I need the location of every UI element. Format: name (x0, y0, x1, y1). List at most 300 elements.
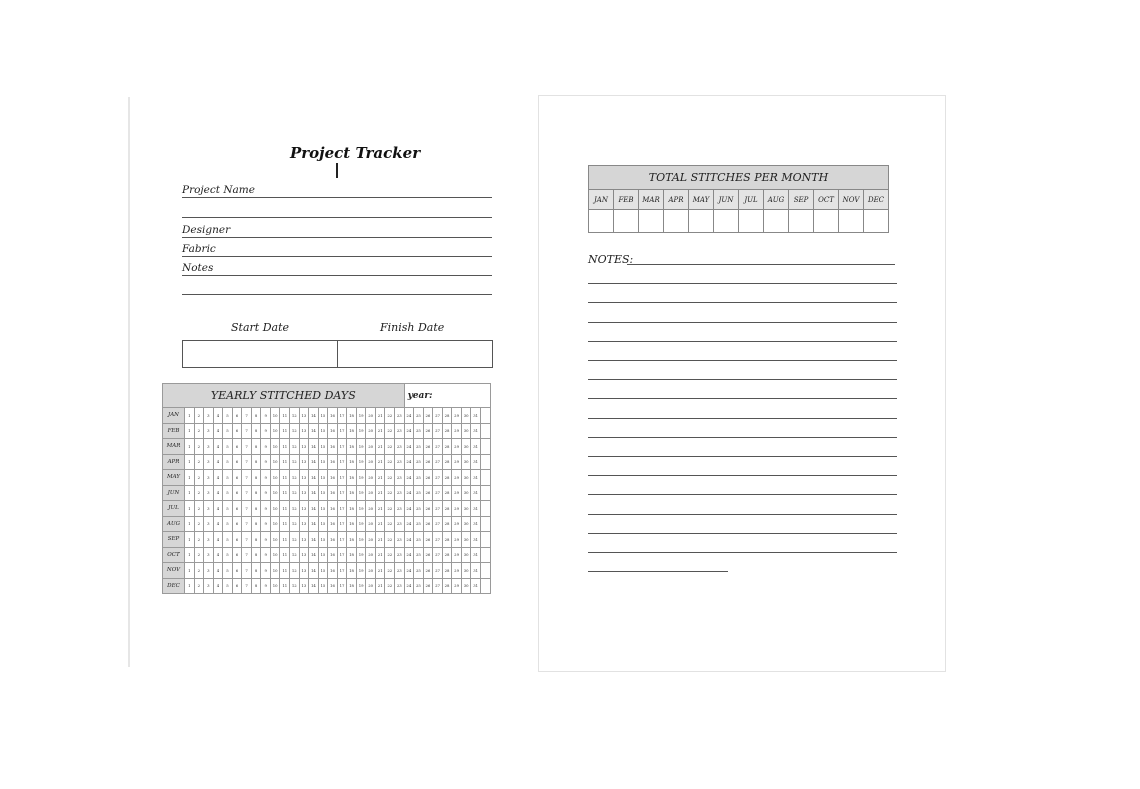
day-cell[interactable]: 14 (309, 532, 319, 548)
day-cell[interactable]: 25 (414, 516, 424, 532)
notes-field[interactable] (182, 261, 492, 276)
day-cell[interactable]: 10 (270, 578, 280, 594)
day-cell[interactable]: 24 (404, 485, 414, 501)
day-cell[interactable]: 30 (461, 547, 471, 563)
day-cell[interactable]: 4 (213, 563, 223, 579)
day-cell[interactable]: 27 (433, 423, 443, 439)
day-cell[interactable]: 17 (337, 454, 347, 470)
day-cell[interactable]: 10 (270, 547, 280, 563)
day-cell[interactable]: 20 (366, 501, 376, 517)
day-cell[interactable]: 30 (461, 454, 471, 470)
day-cell[interactable]: 15 (318, 532, 328, 548)
day-cell[interactable]: 27 (433, 408, 443, 424)
day-cell[interactable]: 17 (337, 532, 347, 548)
day-cell[interactable]: 7 (242, 454, 252, 470)
day-cell[interactable]: 19 (356, 485, 366, 501)
day-cell[interactable]: 19 (356, 532, 366, 548)
day-cell[interactable]: 20 (366, 454, 376, 470)
day-cell[interactable]: 4 (213, 423, 223, 439)
day-cell[interactable]: 11 (280, 485, 290, 501)
day-cell[interactable]: 4 (213, 501, 223, 517)
day-cell[interactable]: 15 (318, 501, 328, 517)
day-cell[interactable]: 23 (395, 485, 405, 501)
day-cell[interactable]: 21 (375, 470, 385, 486)
day-cell[interactable]: 13 (299, 547, 309, 563)
day-cell[interactable]: 18 (347, 501, 357, 517)
day-cell[interactable]: 21 (375, 408, 385, 424)
day-cell[interactable]: 31 (471, 423, 481, 439)
day-cell[interactable]: 17 (337, 578, 347, 594)
day-cell[interactable]: 24 (404, 454, 414, 470)
day-cell[interactable]: 30 (461, 485, 471, 501)
day-cell[interactable]: 21 (375, 501, 385, 517)
day-cell[interactable]: 24 (404, 578, 414, 594)
day-cell[interactable]: 31 (471, 485, 481, 501)
day-cell[interactable]: 23 (395, 516, 405, 532)
day-cell[interactable]: 12 (290, 485, 300, 501)
day-cell[interactable]: 19 (356, 578, 366, 594)
day-cell[interactable]: 28 (442, 578, 452, 594)
day-cell[interactable]: 22 (385, 547, 395, 563)
day-cell[interactable]: 21 (375, 532, 385, 548)
day-cell[interactable]: 7 (242, 547, 252, 563)
day-cell[interactable]: 7 (242, 516, 252, 532)
day-cell[interactable]: 27 (433, 454, 443, 470)
day-cell[interactable]: 5 (223, 485, 233, 501)
day-cell[interactable]: 8 (251, 470, 261, 486)
day-cell[interactable]: 15 (318, 516, 328, 532)
day-cell[interactable]: 29 (452, 578, 462, 594)
day-cell[interactable]: 9 (261, 578, 271, 594)
day-cell[interactable]: 4 (213, 532, 223, 548)
day-cell[interactable]: 19 (356, 516, 366, 532)
day-cell[interactable]: 29 (452, 516, 462, 532)
day-cell[interactable]: 6 (232, 408, 242, 424)
day-cell[interactable]: 10 (270, 454, 280, 470)
day-cell[interactable]: 31 (471, 547, 481, 563)
day-cell[interactable]: 17 (337, 408, 347, 424)
day-cell[interactable]: 24 (404, 516, 414, 532)
day-cell[interactable]: 19 (356, 454, 366, 470)
day-cell[interactable]: 18 (347, 578, 357, 594)
day-cell[interactable]: 27 (433, 563, 443, 579)
day-cell[interactable]: 28 (442, 454, 452, 470)
day-cell[interactable]: 30 (461, 470, 471, 486)
day-cell[interactable]: 8 (251, 501, 261, 517)
day-cell[interactable]: 16 (328, 516, 338, 532)
day-cell[interactable]: 11 (280, 439, 290, 455)
day-cell[interactable]: 8 (251, 485, 261, 501)
day-cell[interactable]: 10 (270, 501, 280, 517)
year-field[interactable]: year: (404, 384, 490, 408)
day-cell[interactable]: 11 (280, 470, 290, 486)
day-cell[interactable]: 11 (280, 423, 290, 439)
day-cell[interactable]: 6 (232, 563, 242, 579)
day-cell[interactable]: 2 (194, 423, 204, 439)
day-cell[interactable]: 30 (461, 501, 471, 517)
day-cell[interactable]: 9 (261, 454, 271, 470)
day-cell[interactable]: 19 (356, 470, 366, 486)
day-cell[interactable]: 1 (185, 408, 195, 424)
day-cell[interactable]: 12 (290, 547, 300, 563)
day-cell[interactable]: 5 (223, 516, 233, 532)
day-cell[interactable]: 17 (337, 470, 347, 486)
day-cell[interactable]: 15 (318, 578, 328, 594)
day-cell[interactable]: 28 (442, 563, 452, 579)
day-cell[interactable]: 3 (204, 485, 214, 501)
day-cell[interactable]: 3 (204, 408, 214, 424)
day-cell[interactable]: 9 (261, 563, 271, 579)
day-cell[interactable]: 21 (375, 578, 385, 594)
day-cell[interactable]: 26 (423, 501, 433, 517)
day-cell[interactable]: 16 (328, 454, 338, 470)
day-cell[interactable]: 3 (204, 532, 214, 548)
designer-field[interactable] (182, 223, 492, 238)
day-cell[interactable]: 3 (204, 439, 214, 455)
day-cell[interactable]: 25 (414, 563, 424, 579)
day-cell[interactable]: 3 (204, 563, 214, 579)
day-cell[interactable]: 27 (433, 470, 443, 486)
day-cell[interactable]: 2 (194, 516, 204, 532)
day-cell[interactable]: 27 (433, 516, 443, 532)
day-cell[interactable]: 1 (185, 470, 195, 486)
day-cell[interactable]: 14 (309, 485, 319, 501)
day-cell[interactable]: 4 (213, 408, 223, 424)
day-cell[interactable]: 5 (223, 439, 233, 455)
day-cell[interactable]: 18 (347, 516, 357, 532)
day-cell[interactable]: 18 (347, 547, 357, 563)
day-cell[interactable]: 13 (299, 454, 309, 470)
note-line[interactable] (588, 379, 897, 380)
day-cell[interactable]: 24 (404, 547, 414, 563)
project-name-field[interactable] (182, 183, 492, 198)
day-cell[interactable]: 3 (204, 547, 214, 563)
day-cell[interactable]: 11 (280, 408, 290, 424)
day-cell[interactable]: 18 (347, 439, 357, 455)
day-cell[interactable]: 20 (366, 423, 376, 439)
day-cell[interactable]: 25 (414, 454, 424, 470)
day-cell[interactable]: 3 (204, 516, 214, 532)
day-cell[interactable]: 23 (395, 439, 405, 455)
month-value-cell[interactable] (864, 210, 889, 233)
day-cell[interactable]: 19 (356, 408, 366, 424)
day-cell[interactable]: 3 (204, 423, 214, 439)
day-cell[interactable]: 22 (385, 454, 395, 470)
day-cell[interactable]: 27 (433, 578, 443, 594)
day-cell[interactable]: 19 (356, 547, 366, 563)
day-cell[interactable]: 15 (318, 408, 328, 424)
month-value-cell[interactable] (839, 210, 864, 233)
project-name-line-2[interactable] (182, 203, 492, 218)
day-cell[interactable]: 4 (213, 454, 223, 470)
day-cell[interactable]: 15 (318, 547, 328, 563)
day-cell[interactable]: 26 (423, 516, 433, 532)
day-cell[interactable]: 27 (433, 485, 443, 501)
day-cell[interactable]: 13 (299, 578, 309, 594)
day-cell[interactable]: 7 (242, 563, 252, 579)
day-cell[interactable]: 27 (433, 501, 443, 517)
day-cell[interactable]: 16 (328, 408, 338, 424)
day-cell[interactable]: 31 (471, 408, 481, 424)
day-cell[interactable]: 30 (461, 423, 471, 439)
day-cell[interactable]: 30 (461, 532, 471, 548)
day-cell[interactable]: 5 (223, 423, 233, 439)
day-cell[interactable]: 5 (223, 532, 233, 548)
day-cell[interactable]: 2 (194, 439, 204, 455)
day-cell[interactable]: 16 (328, 578, 338, 594)
day-cell[interactable]: 28 (442, 408, 452, 424)
day-cell[interactable]: 29 (452, 501, 462, 517)
day-cell[interactable]: 9 (261, 516, 271, 532)
day-cell[interactable]: 1 (185, 563, 195, 579)
day-cell[interactable]: 15 (318, 563, 328, 579)
day-cell[interactable]: 10 (270, 485, 280, 501)
day-cell[interactable]: 16 (328, 439, 338, 455)
day-cell[interactable]: 6 (232, 470, 242, 486)
day-cell[interactable]: 12 (290, 439, 300, 455)
day-cell[interactable]: 13 (299, 439, 309, 455)
day-cell[interactable]: 26 (423, 563, 433, 579)
note-line[interactable] (588, 283, 897, 284)
day-cell[interactable]: 13 (299, 516, 309, 532)
day-cell[interactable]: 28 (442, 485, 452, 501)
day-cell[interactable]: 4 (213, 439, 223, 455)
day-cell[interactable]: 13 (299, 501, 309, 517)
note-line[interactable] (588, 533, 897, 534)
day-cell[interactable]: 22 (385, 501, 395, 517)
day-cell[interactable]: 11 (280, 532, 290, 548)
day-cell[interactable]: 22 (385, 532, 395, 548)
day-cell[interactable]: 7 (242, 439, 252, 455)
day-cell[interactable]: 14 (309, 563, 319, 579)
note-line[interactable] (588, 475, 897, 476)
day-cell[interactable]: 22 (385, 470, 395, 486)
day-cell[interactable]: 23 (395, 423, 405, 439)
day-cell[interactable]: 23 (395, 547, 405, 563)
day-cell[interactable]: 13 (299, 423, 309, 439)
day-cell[interactable]: 8 (251, 454, 261, 470)
day-cell[interactable]: 24 (404, 563, 414, 579)
day-cell[interactable]: 22 (385, 423, 395, 439)
day-cell[interactable]: 18 (347, 563, 357, 579)
day-cell[interactable]: 7 (242, 532, 252, 548)
day-cell[interactable]: 17 (337, 423, 347, 439)
day-cell[interactable]: 26 (423, 408, 433, 424)
day-cell[interactable]: 28 (442, 532, 452, 548)
day-cell[interactable]: 7 (242, 423, 252, 439)
day-cell[interactable]: 1 (185, 423, 195, 439)
day-cell[interactable]: 2 (194, 470, 204, 486)
day-cell[interactable]: 11 (280, 501, 290, 517)
day-cell[interactable]: 22 (385, 408, 395, 424)
day-cell[interactable]: 26 (423, 470, 433, 486)
day-cell[interactable]: 23 (395, 501, 405, 517)
day-cell[interactable]: 5 (223, 454, 233, 470)
day-cell[interactable]: 13 (299, 563, 309, 579)
day-cell[interactable]: 2 (194, 454, 204, 470)
day-cell[interactable]: 6 (232, 501, 242, 517)
day-cell[interactable]: 6 (232, 578, 242, 594)
day-cell[interactable]: 28 (442, 439, 452, 455)
day-cell[interactable]: 29 (452, 439, 462, 455)
day-cell[interactable]: 18 (347, 532, 357, 548)
note-line[interactable] (588, 322, 897, 323)
day-cell[interactable]: 25 (414, 408, 424, 424)
day-cell[interactable]: 4 (213, 485, 223, 501)
day-cell[interactable]: 10 (270, 408, 280, 424)
day-cell[interactable]: 5 (223, 547, 233, 563)
day-cell[interactable]: 14 (309, 439, 319, 455)
day-cell[interactable]: 2 (194, 408, 204, 424)
note-line[interactable] (588, 456, 897, 457)
day-cell[interactable]: 29 (452, 454, 462, 470)
day-cell[interactable]: 22 (385, 485, 395, 501)
day-cell[interactable]: 14 (309, 516, 319, 532)
day-cell[interactable]: 25 (414, 485, 424, 501)
day-cell[interactable]: 29 (452, 423, 462, 439)
day-cell[interactable]: 14 (309, 423, 319, 439)
day-cell[interactable]: 6 (232, 516, 242, 532)
day-cell[interactable]: 12 (290, 516, 300, 532)
day-cell[interactable]: 15 (318, 485, 328, 501)
note-line[interactable] (588, 552, 897, 553)
day-cell[interactable]: 10 (270, 516, 280, 532)
day-cell[interactable]: 22 (385, 563, 395, 579)
day-cell[interactable]: 16 (328, 485, 338, 501)
day-cell[interactable]: 27 (433, 532, 443, 548)
day-cell[interactable]: 7 (242, 408, 252, 424)
day-cell[interactable]: 7 (242, 485, 252, 501)
day-cell[interactable]: 4 (213, 578, 223, 594)
day-cell[interactable]: 6 (232, 485, 242, 501)
day-cell[interactable]: 11 (280, 563, 290, 579)
day-cell[interactable]: 9 (261, 470, 271, 486)
day-cell[interactable]: 22 (385, 439, 395, 455)
day-cell[interactable]: 29 (452, 470, 462, 486)
day-cell[interactable]: 6 (232, 532, 242, 548)
day-cell[interactable]: 19 (356, 439, 366, 455)
day-cell[interactable]: 8 (251, 563, 261, 579)
day-cell[interactable]: 22 (385, 578, 395, 594)
notes-line-2[interactable] (182, 280, 492, 295)
day-cell[interactable]: 20 (366, 516, 376, 532)
day-cell[interactable]: 21 (375, 485, 385, 501)
day-cell[interactable]: 28 (442, 547, 452, 563)
day-cell[interactable]: 2 (194, 547, 204, 563)
day-cell[interactable]: 4 (213, 470, 223, 486)
day-cell[interactable]: 10 (270, 423, 280, 439)
note-line[interactable] (588, 341, 897, 342)
day-cell[interactable]: 11 (280, 454, 290, 470)
day-cell[interactable]: 2 (194, 532, 204, 548)
day-cell[interactable]: 13 (299, 485, 309, 501)
day-cell[interactable]: 25 (414, 547, 424, 563)
month-value-cell[interactable] (614, 210, 639, 233)
note-line[interactable] (588, 360, 897, 361)
day-cell[interactable]: 14 (309, 454, 319, 470)
day-cell[interactable]: 31 (471, 532, 481, 548)
day-cell[interactable]: 21 (375, 516, 385, 532)
day-cell[interactable]: 4 (213, 516, 223, 532)
day-cell[interactable]: 2 (194, 501, 204, 517)
month-value-cell[interactable] (689, 210, 714, 233)
day-cell[interactable]: 1 (185, 547, 195, 563)
day-cell[interactable]: 29 (452, 408, 462, 424)
day-cell[interactable]: 9 (261, 439, 271, 455)
day-cell[interactable]: 23 (395, 454, 405, 470)
day-cell[interactable]: 21 (375, 547, 385, 563)
day-cell[interactable]: 14 (309, 501, 319, 517)
day-cell[interactable]: 9 (261, 485, 271, 501)
day-cell[interactable]: 30 (461, 408, 471, 424)
day-cell[interactable]: 1 (185, 454, 195, 470)
day-cell[interactable]: 24 (404, 532, 414, 548)
day-cell[interactable]: 23 (395, 470, 405, 486)
day-cell[interactable]: 26 (423, 532, 433, 548)
day-cell[interactable]: 3 (204, 470, 214, 486)
day-cell[interactable]: 5 (223, 501, 233, 517)
day-cell[interactable]: 21 (375, 454, 385, 470)
month-value-cell[interactable] (789, 210, 814, 233)
day-cell[interactable]: 10 (270, 532, 280, 548)
day-cell[interactable]: 12 (290, 578, 300, 594)
day-cell[interactable]: 29 (452, 563, 462, 579)
day-cell[interactable]: 8 (251, 532, 261, 548)
day-cell[interactable]: 28 (442, 516, 452, 532)
day-cell[interactable]: 5 (223, 578, 233, 594)
day-cell[interactable]: 25 (414, 578, 424, 594)
month-value-cell[interactable] (664, 210, 689, 233)
day-cell[interactable]: 21 (375, 439, 385, 455)
day-cell[interactable]: 8 (251, 547, 261, 563)
day-cell[interactable]: 6 (232, 439, 242, 455)
fabric-field[interactable] (182, 242, 492, 257)
day-cell[interactable]: 9 (261, 423, 271, 439)
day-cell[interactable]: 14 (309, 578, 319, 594)
day-cell[interactable]: 8 (251, 408, 261, 424)
day-cell[interactable]: 26 (423, 454, 433, 470)
day-cell[interactable]: 27 (433, 547, 443, 563)
day-cell[interactable]: 19 (356, 563, 366, 579)
day-cell[interactable]: 19 (356, 423, 366, 439)
day-cell[interactable]: 31 (471, 501, 481, 517)
day-cell[interactable]: 17 (337, 563, 347, 579)
day-cell[interactable]: 20 (366, 470, 376, 486)
day-cell[interactable]: 11 (280, 516, 290, 532)
day-cell[interactable]: 30 (461, 516, 471, 532)
day-cell[interactable]: 7 (242, 501, 252, 517)
day-cell[interactable]: 3 (204, 454, 214, 470)
day-cell[interactable]: 14 (309, 547, 319, 563)
day-cell[interactable]: 25 (414, 532, 424, 548)
day-cell[interactable]: 25 (414, 439, 424, 455)
day-cell[interactable]: 20 (366, 578, 376, 594)
day-cell[interactable]: 13 (299, 532, 309, 548)
month-value-cell[interactable] (739, 210, 764, 233)
day-cell[interactable]: 1 (185, 439, 195, 455)
note-line[interactable] (588, 398, 897, 399)
day-cell[interactable]: 15 (318, 423, 328, 439)
day-cell[interactable]: 20 (366, 485, 376, 501)
day-cell[interactable]: 11 (280, 547, 290, 563)
day-cell[interactable]: 9 (261, 501, 271, 517)
day-cell[interactable]: 29 (452, 532, 462, 548)
day-cell[interactable]: 28 (442, 470, 452, 486)
day-cell[interactable]: 31 (471, 563, 481, 579)
day-cell[interactable]: 20 (366, 563, 376, 579)
day-cell[interactable]: 15 (318, 470, 328, 486)
day-cell[interactable]: 30 (461, 563, 471, 579)
